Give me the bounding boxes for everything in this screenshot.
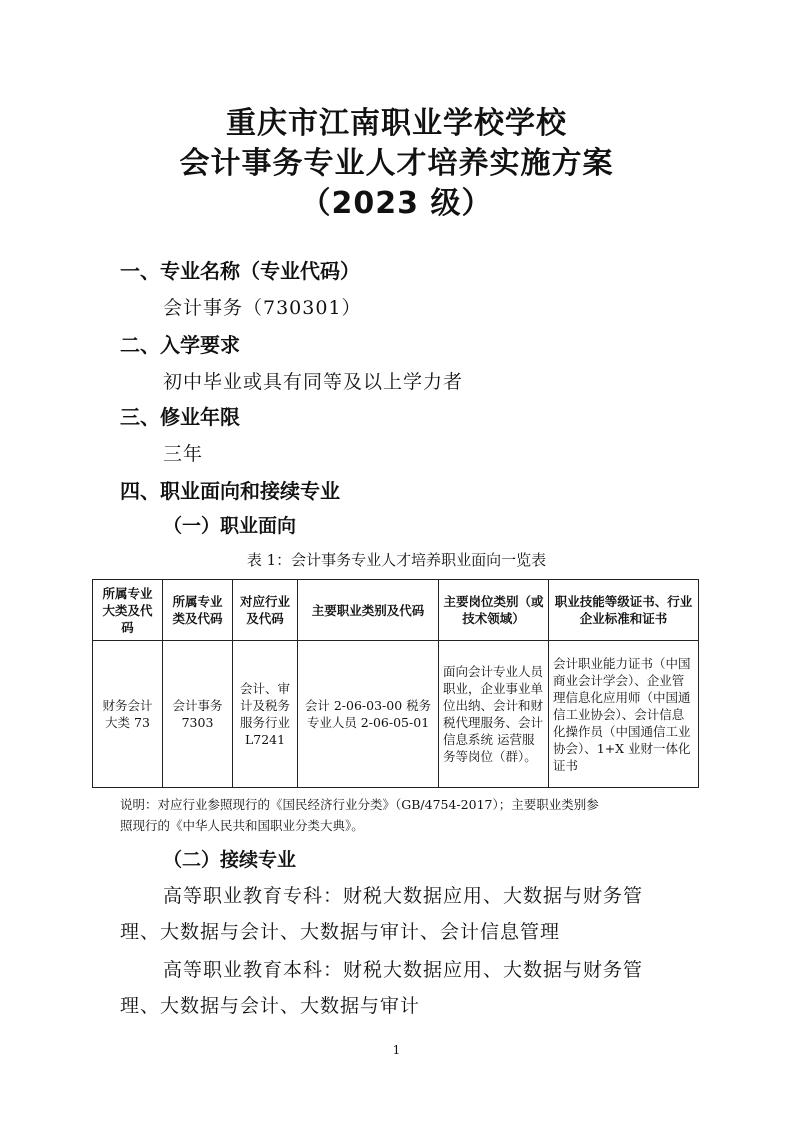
table-row (93, 641, 699, 788)
career-table (92, 579, 699, 788)
header-major-category: 所属专业大类及代码 (93, 580, 163, 641)
cell-major-class: 会计事务 7303 (163, 641, 233, 788)
undergrad-line-1: 高等职业教育本科：财税大数据应用、大数据与财务管 (163, 959, 644, 981)
title-line-1: 重庆市江南职业学校学校 (226, 106, 567, 141)
table-header-row (93, 580, 699, 641)
section-3-heading: 三、修业年限 (120, 405, 240, 429)
subsection-continuation-heading: （二）接续专业 (163, 849, 297, 871)
cell-positions: 面向会计专业人员职业，企业事业单位出纳、会计和财税代理服务、会计信息系统 运营服务等岗位（群）。 (439, 641, 549, 788)
section-1-body: 会计事务（730301） (163, 297, 362, 319)
header-positions: 主要岗位类别（或技术领域） (439, 580, 549, 641)
table-caption: 表 1：会计事务专业人才培养职业面向一览表 (246, 551, 547, 569)
note-line-1: 说明：对应行业参照现行的《国民经济行业分类》（GB/4754-2017）；主要职业类别参 (120, 797, 599, 812)
subsection-career-heading: （一）职业面向 (163, 515, 297, 537)
header-certificates: 职业技能等级证书、行业企业标准和证书 (549, 580, 699, 641)
header-major-class: 所属专业类及代码 (163, 580, 233, 641)
cell-industry: 会计、审计及税务服务行业 L7241 (233, 641, 298, 788)
vocational-line-2: 理、大数据与会计、大数据与审计、会计信息管理 (120, 921, 561, 943)
document-title (0, 104, 793, 224)
section-3-body: 三年 (163, 443, 204, 465)
section-4-heading: 四、职业面向和接续专业 (120, 479, 340, 503)
cell-major-category: 财务会计大类 73 (93, 641, 163, 788)
table-note (120, 794, 710, 836)
header-occupation: 主要职业类别及代码 (298, 580, 439, 641)
section-2-body: 初中毕业或具有同等及以上学力者 (163, 371, 464, 393)
section-1-heading: 一、专业名称（专业代码） (120, 259, 360, 283)
page-number: 1 (392, 1043, 401, 1057)
cell-occupation: 会计 2-06-03-00 税务专业人员 2-06-05-01 (298, 641, 439, 788)
title-line-3: （2023 级） (300, 186, 493, 221)
undergrad-paragraph (120, 952, 680, 1024)
header-industry: 对应行业及代码 (233, 580, 298, 641)
vocational-paragraph (120, 878, 680, 950)
section-2-heading: 二、入学要求 (120, 333, 240, 357)
note-line-2: 照现行的《中华人民共和国职业分类大典》。 (120, 818, 364, 833)
title-line-2: 会计事务专业人才培养实施方案 (179, 146, 614, 181)
undergrad-line-2: 理、大数据与会计、大数据与审计 (120, 995, 421, 1017)
vocational-line-1: 高等职业教育专科：财税大数据应用、大数据与财务管 (163, 885, 644, 907)
cell-certificates: 会计职业能力证书（中国商业会计学会）、企业管理信息化应用师（中国通信工业协会）、会计信息化操作员（中国通信工业协会）、1+X 业财一体化证书 (549, 641, 699, 788)
